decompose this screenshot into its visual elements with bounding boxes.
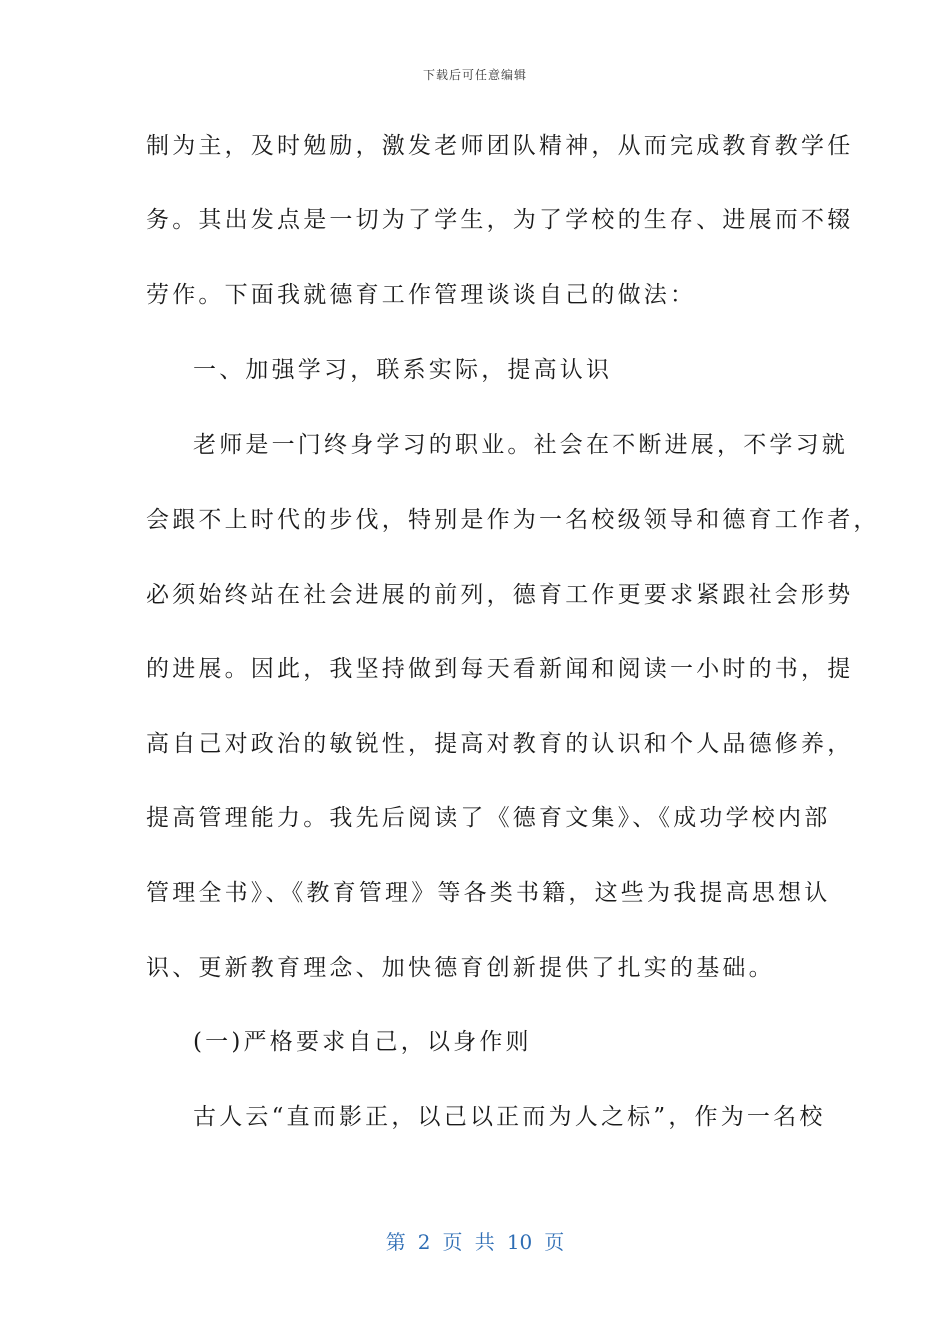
paragraph-line: 的进展。因此，我坚持做到每天看新闻和阅读一小时的书，提 (146, 656, 854, 682)
paragraph-line: 务。其出发点是一切为了学生，为了学校的生存、进展而不辍 (146, 207, 854, 233)
paragraph-line: 制为主，及时勉励，激发老师团队精神，从而完成教育教学任 (146, 133, 854, 159)
section-heading: 一、加强学习，联系实际，提高认识 (193, 357, 613, 383)
footer-total-pages: 10 (506, 1230, 533, 1254)
paragraph-line: 老师是一门终身学习的职业。社会在不断进展，不学习就 (193, 432, 848, 458)
paragraph-line: 古人云“直而影正，以己以正而为人之标”，作为一名校 (193, 1104, 826, 1130)
paragraph-line: 劳作。下面我就德育工作管理谈谈自己的做法： (146, 282, 697, 308)
paragraph-line: 提高管理能力。我先后阅读了《德育文集》、《成功学校内部 (146, 805, 831, 831)
footer-page-number: 2 (417, 1230, 431, 1254)
paragraph-line: 必须始终站在社会进展的前列，德育工作更要求紧跟社会形势 (146, 582, 854, 608)
footer-suffix: 页 (544, 1230, 565, 1254)
subsection-heading: (一)严格要求自己，以身作则 (193, 1029, 532, 1055)
page-number-footer (0, 1226, 950, 1255)
footer-prefix: 第 (385, 1230, 406, 1254)
footer-middle: 页 共 (442, 1230, 495, 1254)
paragraph-line: 高自己对政治的敏锐性，提高对教育的认识和个人品德修养， (146, 731, 854, 757)
page-header: 下载后可任意编辑 (422, 68, 527, 82)
paragraph-line: 会跟不上时代的步伐，特别是作为一名校级领导和德育工作者， (146, 507, 880, 533)
paragraph-line: 管理全书》、《教育管理》等各类书籍，这些为我提高思想认 (146, 880, 831, 906)
paragraph-line: 识、更新教育理念、加快德育创新提供了扎实的基础。 (146, 955, 775, 981)
